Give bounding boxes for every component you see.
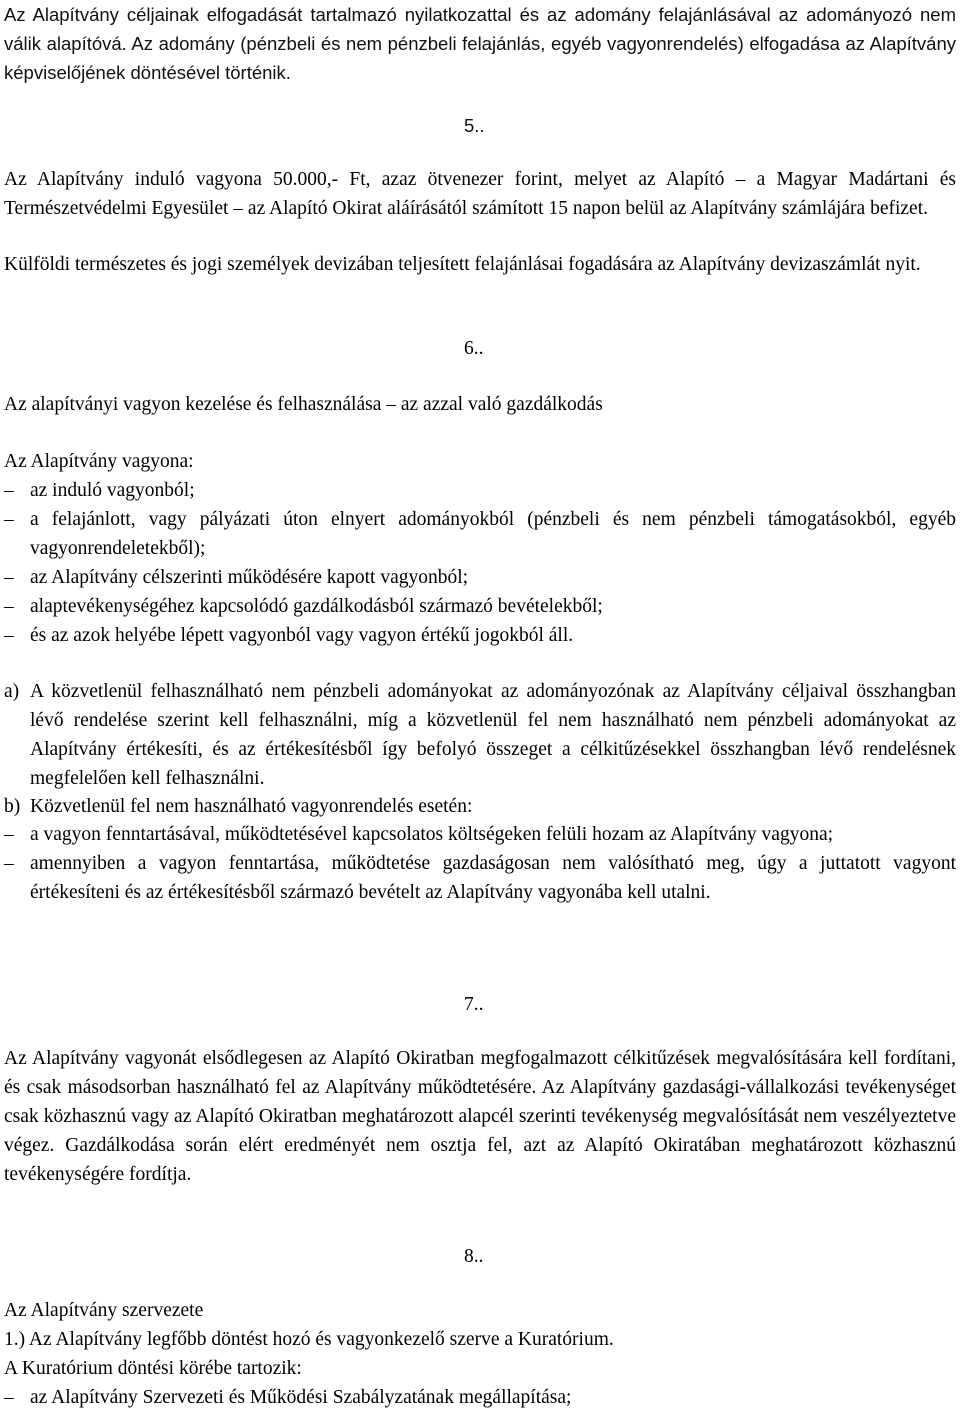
- section-6-heading: Az alapítványi vagyon kezelése és felhasználása – az azzal való gazdálkodás: [4, 394, 603, 415]
- item-a-text: A közvetlenül felhasználható nem pénzbeli adományokat az adományozónak az Alapítvány céljaival összhangban lévő rendelése szerint kell felhasználni, míg a közvetlenül fel nem használható nem pénzbeli adományokat az Alapítvány értékesíti, és az értékesítésből így befolyó összeget a célkitűzésekkel összhangban lévő rendelésnek megfelelően kell felhasználni.: [30, 681, 956, 789]
- section-7-paragraph: Az Alapítvány vagyonát elsődlegesen az Alapító Okiratban megfogalmazott célkitűzések megvalósítására kell fordítani, és csak másodsorban használható fel az Alapítvány működtetésére. Az Alapítvány gazdasági-vállalkozási tevékenységet csak közhasznú vagy az Alapító Okiratban meghatározott alapcél szerinti tevékenység megvalósítását nem veszélyeztetve végez. Gazdálkodása során elért eredményét nem osztja fel, azt az Alapító Okiratában meghatározott közhasznú tevékenységére fordítja.: [4, 1048, 956, 1185]
- dash-bullet: –: [4, 509, 14, 530]
- section-8-line-1: 1.) Az Alapítvány legfőbb döntést hozó és vagyonkezelő szerve a Kuratórium.: [4, 1329, 614, 1350]
- section-8-heading: Az Alapítvány szervezete: [4, 1300, 204, 1321]
- section-8-number: 8..: [464, 1246, 484, 1267]
- list-item: – az Alapítvány célszerinti működésére kapott vagyonból;: [4, 563, 956, 592]
- item-a-letter: a): [4, 681, 20, 702]
- item-b: [4, 792, 956, 821]
- dash-bullet: –: [4, 567, 14, 588]
- section-5-number: 5..: [464, 115, 485, 136]
- list-item: – amennyiben a vagyon fenntartása, működtetése gazdaságosan nem valósítható meg, úgy a juttatott vagyont értékesíteni és az értékesítésből származó bevételt az Alapítvány vagyonába kell utalni.: [4, 849, 956, 907]
- list-item: – az induló vagyonból;: [4, 476, 956, 505]
- item-b-letter: b): [4, 796, 21, 817]
- dash-bullet: –: [4, 853, 14, 874]
- list-item: – a vagyon fenntartásával, működtetésével kapcsolatos költségeken felüli hozam az Alapítvány vagyona;: [4, 820, 956, 849]
- assets-intro: Az Alapítvány vagyona:: [4, 451, 194, 472]
- assets-list: [4, 476, 956, 650]
- section-5-paragraph-2: Külföldi természetes és jogi személyek devizában teljesített felajánlásai fogadására az Alapítvány devizaszámlát nyit.: [4, 254, 921, 275]
- section-8-line-2: A Kuratórium döntési körébe tartozik:: [4, 1358, 302, 1379]
- list-item: – és az azok helyébe lépett vagyonból vagy vagyon értékű jogokból áll.: [4, 621, 956, 650]
- item-a: [4, 677, 956, 793]
- dash-bullet: –: [4, 1387, 14, 1408]
- list-item: – a felajánlott, vagy pályázati úton elnyert adományokból (pénzbeli és nem pénzbeli támogatásokból, egyéb vagyonrendeletekből);: [4, 505, 956, 563]
- list-item: – alaptevékenységéhez kapcsolódó gazdálkodásból származó bevételekből;: [4, 592, 956, 621]
- list-item: – az Alapítvány Szervezeti és Működési Szabályzatának megállapítása;: [4, 1383, 956, 1412]
- dash-bullet: –: [4, 625, 14, 646]
- item-b-list: [4, 820, 956, 907]
- section-5-paragraph-1: Az Alapítvány induló vagyona 50.000,- Ft, azaz ötvenezer forint, melyet az Alapító – a Magyar Madártani és Természetvédelmi Egyesület – az Alapító Okirat aláírásától számított 15 napon belül az Alapítvány számlájára befizet.: [4, 169, 956, 219]
- dash-bullet: –: [4, 480, 14, 501]
- section-6-number: 6..: [464, 338, 484, 359]
- section-7-number: 7..: [464, 994, 484, 1015]
- item-b-text: Közvetlenül fel nem használható vagyonrendelés esetén:: [30, 796, 473, 817]
- dash-bullet: –: [4, 824, 14, 845]
- section-8-list: [4, 1383, 956, 1412]
- dash-bullet: –: [4, 596, 14, 617]
- intro-paragraph: Az Alapítvány céljainak elfogadását tartalmazó nyilatkozattal és az adomány felajánlásával az adományozó nem válik alapítóvá. Az adomány (pénzbeli és nem pénzbeli felajánlás, egyéb vagyonrendelés) elfogadása az Alapítvány képviselőjének döntésével történik.: [4, 4, 956, 83]
